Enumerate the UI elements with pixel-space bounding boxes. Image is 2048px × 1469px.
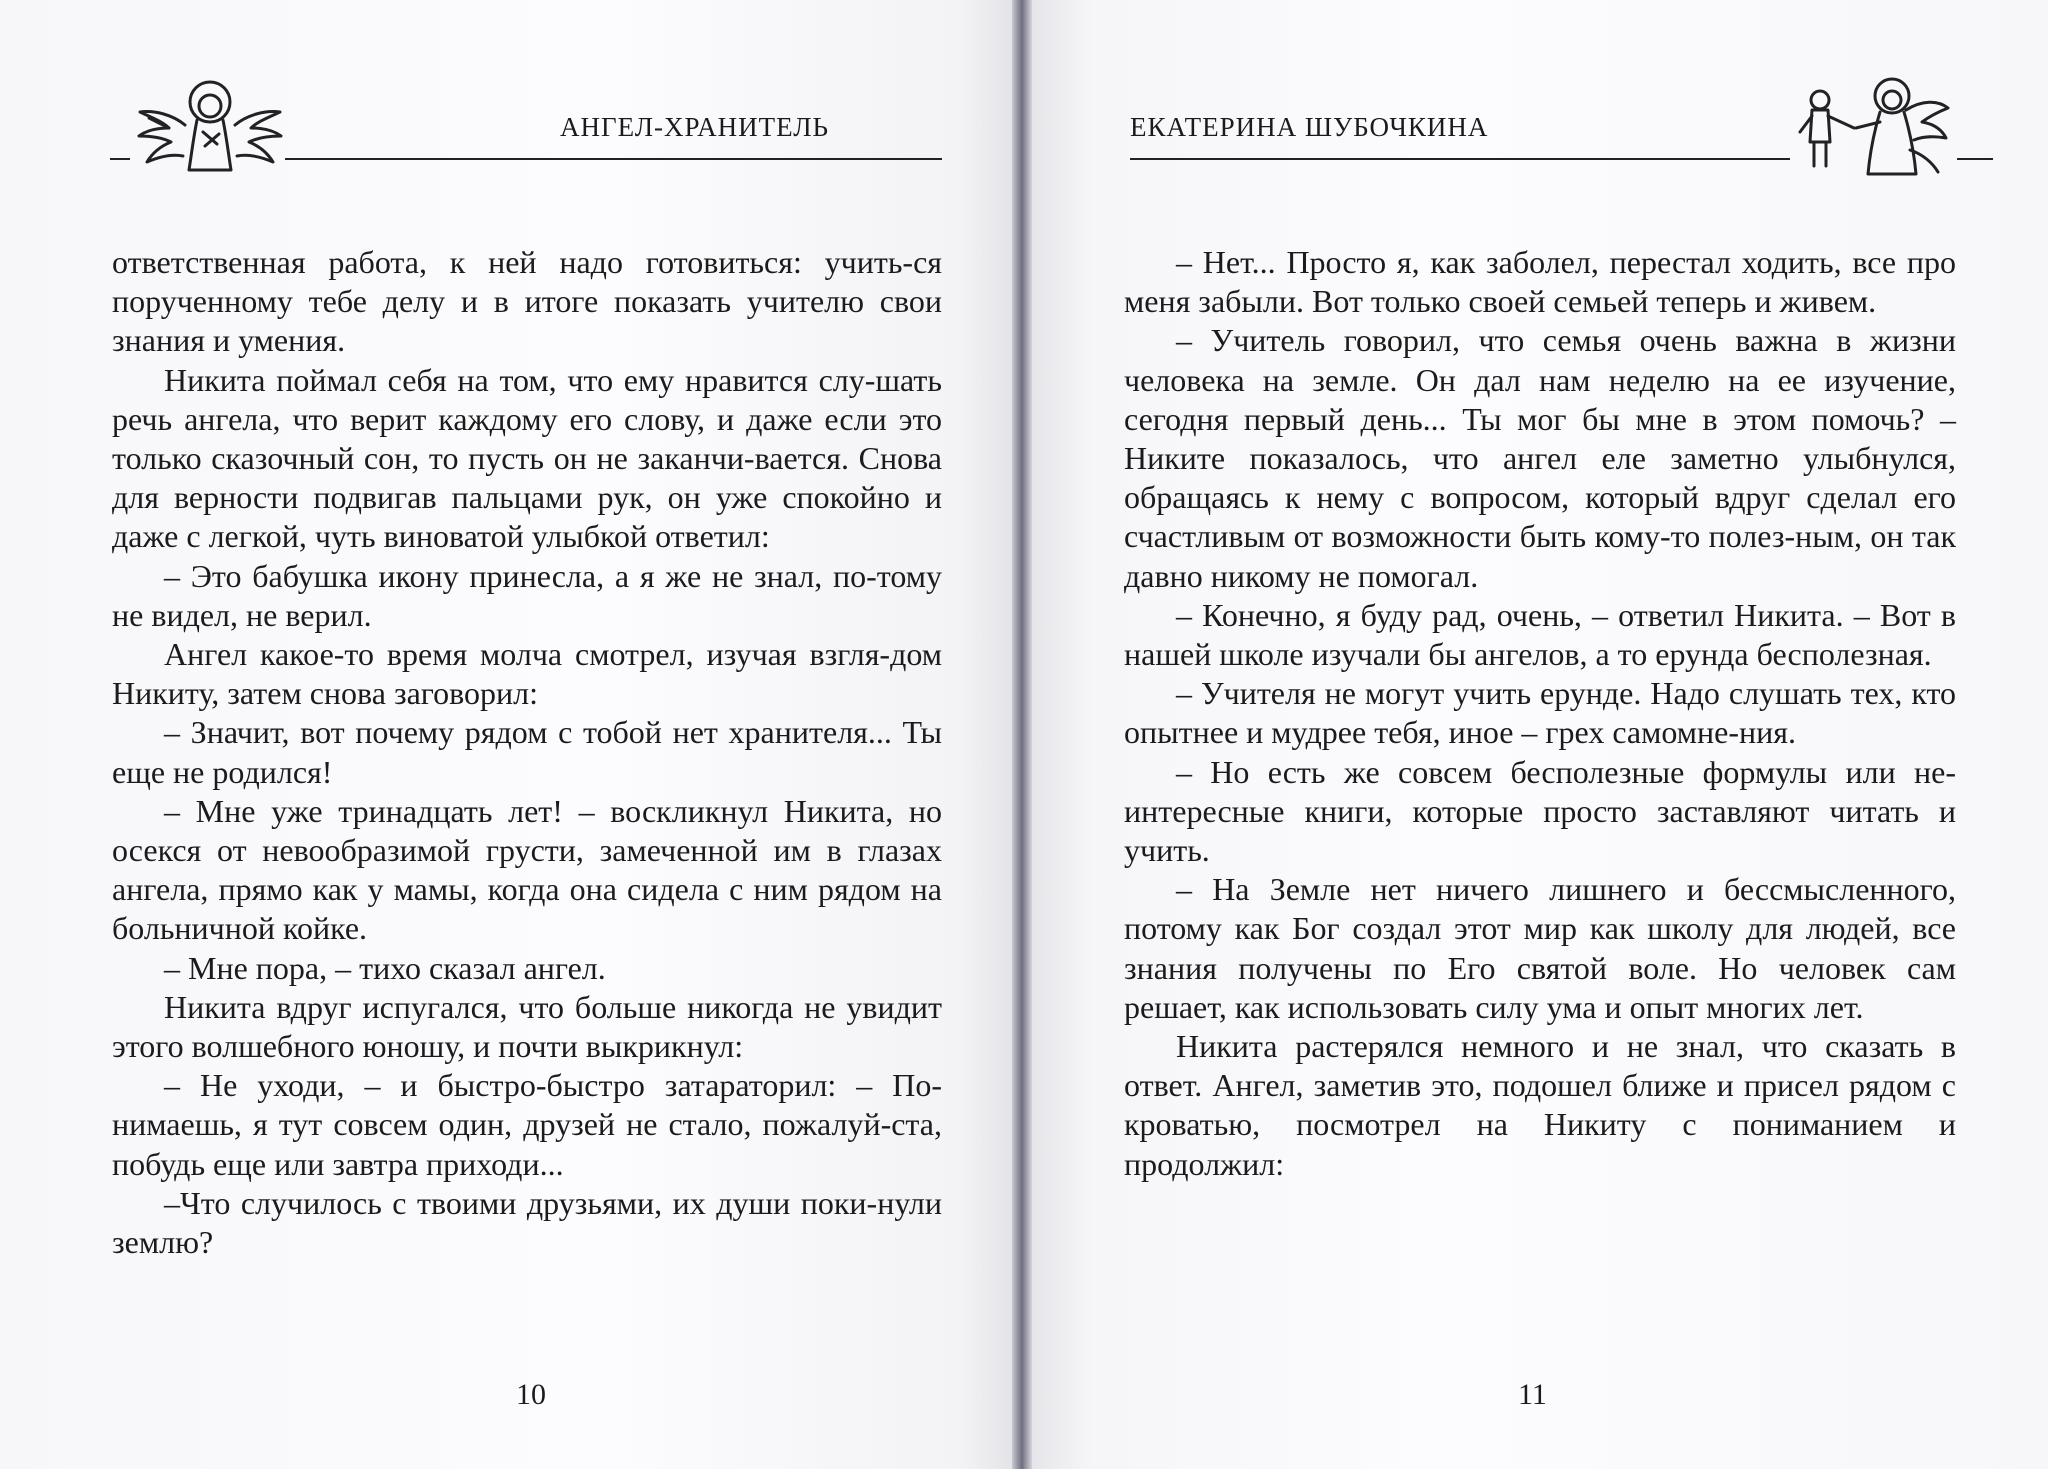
right-header-rule-short	[1957, 158, 1993, 160]
paragraph: Никита растерялся немного и не знал, что сказать в ответ. Ангел, заметив это, подошел ближе и присел рядом с кроватью, посмотрел на Никиту с пониманием и продолжил:	[1124, 1028, 1956, 1182]
page-number-right: 11	[1518, 1378, 1547, 1411]
right-page	[1032, 0, 2048, 1469]
paragraph: Ангел какое-то время молча смотрел, изучая взгля-дом Никиту, затем снова заговорил:	[112, 636, 942, 712]
angel-with-child-icon	[1782, 70, 1952, 180]
left-running-head: АНГЕЛ-ХРАНИТЕЛЬ	[560, 112, 830, 142]
paragraph: Никита вдруг испугался, что больше никогда не увидит этого волшебного юношу, и почти выкрикнул:	[112, 988, 942, 1065]
paragraph: – Учитель говорил, что семья очень важна в жизни человека на земле. Он дал нам неделю на ее изучение, сегодня первый день... Ты мог бы мне в этом помочь? – Никите показалось, что ангел еле заметно улыбнулся, обращаясь к нему с вопросом, который вдруг сделал его счастливым от возможности быть кому-то полез-ным, он так давно никому не помогал.	[1124, 322, 1956, 594]
left-header-rule-short	[110, 158, 130, 160]
paragraph: – Нет... Просто я, как заболел, перестал ходить, все про меня забыли. Вот только своей семьей теперь и живем.	[1124, 244, 1956, 320]
paragraph: – Мне пора, – тихо сказал ангел.	[164, 949, 606, 986]
left-header-rule	[285, 158, 942, 160]
right-running-head: ЕКАТЕРИНА ШУБОЧКИНА	[1130, 112, 1489, 142]
paragraph: – Учителя не могут учить ерунде. Надо слушать тех, кто опытнее и мудрее тебя, иное – грех самомне-ния.	[1124, 675, 1956, 751]
paragraph: – Не уходи, – и быстро-быстро затараторил: – По-нимаешь, я тут совсем один, друзей не стало, пожалуй-ста, побудь еще или завтра приходи...	[112, 1067, 942, 1182]
paragraph: – Конечно, я буду рад, очень, – ответил Никита. – Вот в нашей школе изучали бы ангелов, а то ерунда бесполезная.	[1124, 596, 1956, 673]
right-header-rule	[1130, 158, 1790, 160]
right-body-text	[1124, 243, 1956, 1184]
paragraph: – На Земле нет ничего лишнего и бессмысленного, потому как Бог создал этот мир как школу для людей, все знания получены по Его святой воле. Но человек сам решает, как использовать силу ума и опыт многих лет.	[1124, 871, 1956, 1025]
paragraph: ответственная работа, к ней надо готовиться: учить-ся порученному тебе делу и в итоге показать учителю свои знания и умения.	[112, 244, 942, 359]
paragraph: Никита поймал себя на том, что ему нравится слу-шать речь ангела, что верит каждому его слову, и даже если это только сказочный сон, то пусть он не заканчи-вается. Снова для верности подвигав пальцами рук, он уже спокойно и даже с легкой, чуть виноватой улыбкой ответил:	[112, 361, 942, 555]
angel-wings-icon	[135, 70, 285, 175]
book-gutter	[1012, 0, 1032, 1469]
paragraph: – Но есть же совсем бесполезные формулы или не-интересные книги, которые просто заставляют читать и учить.	[1124, 753, 1956, 869]
left-page	[0, 0, 1012, 1469]
paragraph: – Значит, вот почему рядом с тобой нет хранителя... Ты еще не родился!	[112, 714, 942, 790]
page-number-left: 10	[516, 1378, 546, 1411]
paragraph: – Мне уже тринадцать лет! – воскликнул Никита, но осекся от невообразимой грусти, замеченной им в глазах ангела, прямо как у мамы, когда она сидела с ним рядом на больничной койке.	[112, 792, 942, 947]
left-body-text	[112, 243, 942, 1262]
paragraph: –Что случилось с твоими друзьями, их души поки-нули землю?	[112, 1184, 942, 1261]
paragraph: – Это бабушка икону принесла, а я же не знал, по-тому не видел, не верил.	[112, 557, 942, 633]
